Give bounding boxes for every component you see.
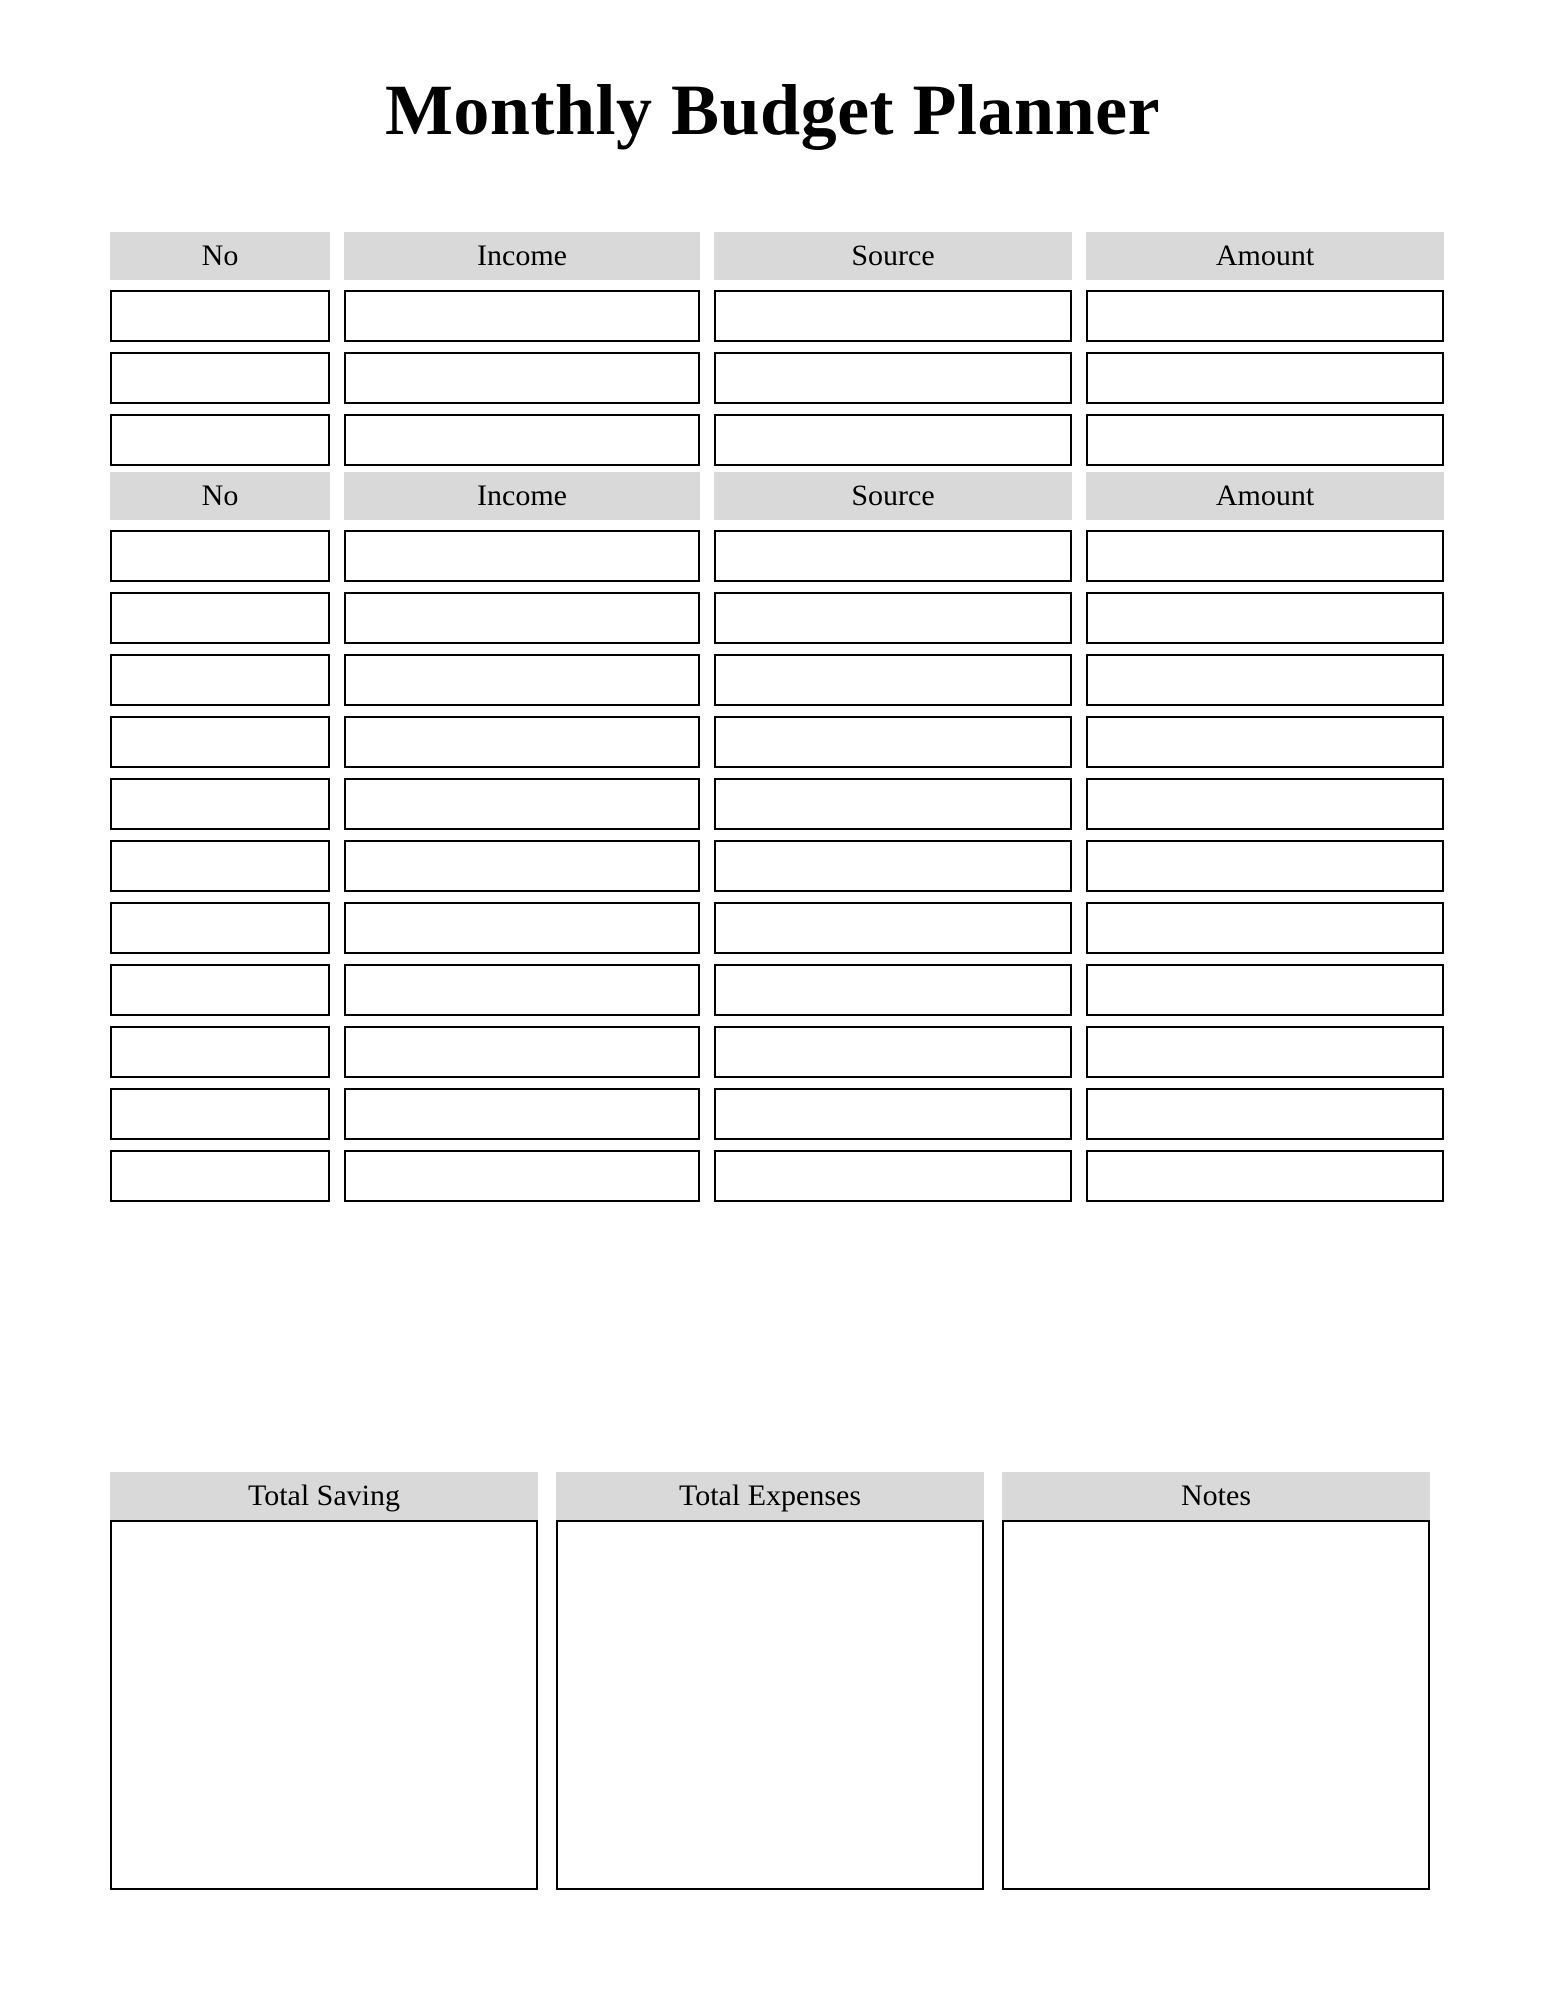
cell-income[interactable] bbox=[344, 840, 700, 892]
cell-amount[interactable] bbox=[1086, 1088, 1444, 1140]
summary-box-total-expenses bbox=[556, 1472, 984, 1890]
cell-no[interactable] bbox=[110, 654, 330, 706]
summary-header-total-saving: Total Saving bbox=[110, 1472, 538, 1520]
cell-no[interactable] bbox=[110, 840, 330, 892]
table-row bbox=[110, 902, 1430, 954]
cell-source[interactable] bbox=[714, 592, 1072, 644]
cell-no[interactable] bbox=[110, 530, 330, 582]
table-row bbox=[110, 1088, 1430, 1140]
cell-income[interactable] bbox=[344, 290, 700, 342]
table-row bbox=[110, 1026, 1430, 1078]
summary-box-notes bbox=[1002, 1472, 1430, 1890]
cell-no[interactable] bbox=[110, 414, 330, 466]
table-row bbox=[110, 840, 1430, 892]
table-row bbox=[110, 352, 1430, 404]
cell-no[interactable] bbox=[110, 592, 330, 644]
cell-amount[interactable] bbox=[1086, 840, 1444, 892]
cell-no[interactable] bbox=[110, 352, 330, 404]
table-row bbox=[110, 654, 1430, 706]
table-row bbox=[110, 290, 1430, 342]
cell-amount[interactable] bbox=[1086, 414, 1444, 466]
cell-income[interactable] bbox=[344, 964, 700, 1016]
column-header-amount: Amount bbox=[1086, 472, 1444, 520]
table-header-row bbox=[110, 472, 1430, 520]
table-header-row bbox=[110, 232, 1430, 280]
cell-source[interactable] bbox=[714, 414, 1072, 466]
cell-no[interactable] bbox=[110, 902, 330, 954]
cell-income[interactable] bbox=[344, 1150, 700, 1202]
cell-amount[interactable] bbox=[1086, 530, 1444, 582]
cell-income[interactable] bbox=[344, 1088, 700, 1140]
table-row bbox=[110, 414, 1430, 466]
cell-income[interactable] bbox=[344, 592, 700, 644]
summary-body-total-expenses[interactable] bbox=[556, 1520, 984, 1890]
table-row bbox=[110, 964, 1430, 1016]
cell-no[interactable] bbox=[110, 1088, 330, 1140]
cell-income[interactable] bbox=[344, 716, 700, 768]
cell-source[interactable] bbox=[714, 290, 1072, 342]
cell-amount[interactable] bbox=[1086, 1150, 1444, 1202]
cell-amount[interactable] bbox=[1086, 654, 1444, 706]
table-row bbox=[110, 1150, 1430, 1202]
table-row bbox=[110, 592, 1430, 644]
summary-header-total-expenses: Total Expenses bbox=[556, 1472, 984, 1520]
summary-strip bbox=[110, 1472, 1430, 1890]
cell-no[interactable] bbox=[110, 1026, 330, 1078]
cell-source[interactable] bbox=[714, 1026, 1072, 1078]
cell-no[interactable] bbox=[110, 1150, 330, 1202]
cell-no[interactable] bbox=[110, 778, 330, 830]
cell-source[interactable] bbox=[714, 530, 1072, 582]
cell-source[interactable] bbox=[714, 654, 1072, 706]
cell-source[interactable] bbox=[714, 964, 1072, 1016]
summary-body-notes[interactable] bbox=[1002, 1520, 1430, 1890]
summary-header-notes: Notes bbox=[1002, 1472, 1430, 1520]
income-table-1 bbox=[110, 232, 1430, 466]
cell-source[interactable] bbox=[714, 902, 1072, 954]
cell-no[interactable] bbox=[110, 716, 330, 768]
income-table-2 bbox=[110, 472, 1430, 1202]
cell-amount[interactable] bbox=[1086, 1026, 1444, 1078]
column-header-income: Income bbox=[344, 232, 700, 280]
cell-amount[interactable] bbox=[1086, 290, 1444, 342]
cell-amount[interactable] bbox=[1086, 716, 1444, 768]
column-header-no: No bbox=[110, 472, 330, 520]
table-row bbox=[110, 716, 1430, 768]
summary-box-total-saving bbox=[110, 1472, 538, 1890]
column-header-no: No bbox=[110, 232, 330, 280]
column-header-source: Source bbox=[714, 232, 1072, 280]
cell-no[interactable] bbox=[110, 964, 330, 1016]
cell-amount[interactable] bbox=[1086, 592, 1444, 644]
cell-amount[interactable] bbox=[1086, 902, 1444, 954]
column-header-amount: Amount bbox=[1086, 232, 1444, 280]
column-header-source: Source bbox=[714, 472, 1072, 520]
cell-no[interactable] bbox=[110, 290, 330, 342]
cell-amount[interactable] bbox=[1086, 964, 1444, 1016]
table-row bbox=[110, 530, 1430, 582]
table-row bbox=[110, 778, 1430, 830]
cell-income[interactable] bbox=[344, 778, 700, 830]
cell-source[interactable] bbox=[714, 1088, 1072, 1140]
cell-income[interactable] bbox=[344, 414, 700, 466]
summary-body-total-saving[interactable] bbox=[110, 1520, 538, 1890]
cell-source[interactable] bbox=[714, 352, 1072, 404]
cell-income[interactable] bbox=[344, 654, 700, 706]
cell-source[interactable] bbox=[714, 778, 1072, 830]
page-title: Monthly Budget Planner bbox=[384, 70, 1161, 150]
cell-income[interactable] bbox=[344, 352, 700, 404]
cell-amount[interactable] bbox=[1086, 352, 1444, 404]
cell-income[interactable] bbox=[344, 902, 700, 954]
cell-income[interactable] bbox=[344, 1026, 700, 1078]
cell-source[interactable] bbox=[714, 1150, 1072, 1202]
cell-income[interactable] bbox=[344, 530, 700, 582]
cell-source[interactable] bbox=[714, 716, 1072, 768]
column-header-income: Income bbox=[344, 472, 700, 520]
cell-amount[interactable] bbox=[1086, 778, 1444, 830]
cell-source[interactable] bbox=[714, 840, 1072, 892]
